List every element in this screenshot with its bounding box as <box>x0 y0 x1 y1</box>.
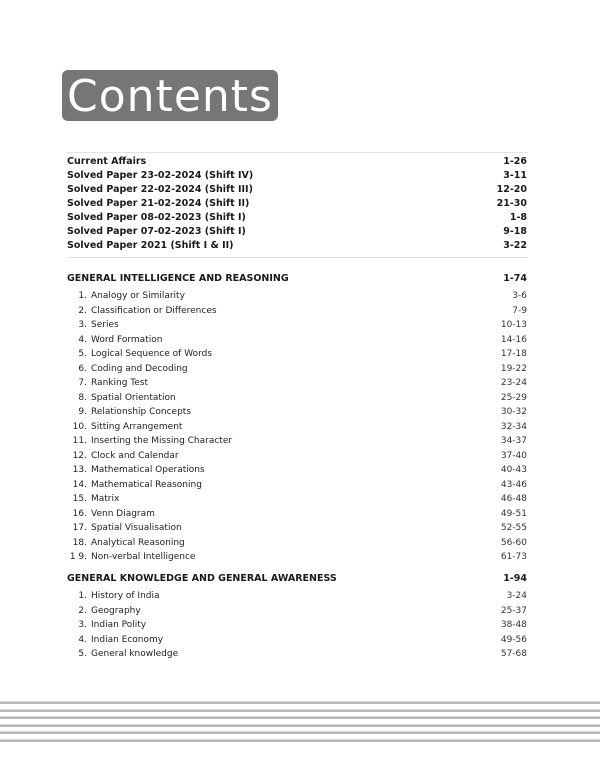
item-pages: 56-60 <box>500 537 527 548</box>
item-title: Geography <box>91 605 141 616</box>
item-number: 14. <box>72 479 87 490</box>
item-title: Spatial Visualisation <box>91 523 182 533</box>
item-pages: 3-6 <box>512 291 527 301</box>
toc-item[interactable] <box>67 589 527 604</box>
item-title: Analytical Reasoning <box>91 537 185 548</box>
stripe <box>0 724 600 727</box>
item-title: Indian Polity <box>91 620 147 630</box>
toc-item[interactable] <box>67 318 527 333</box>
item-title: Coding and Decoding <box>91 363 188 374</box>
item-number: 5. <box>78 349 87 359</box>
toc-item[interactable] <box>67 362 527 377</box>
item-title: Indian Economy <box>91 634 164 645</box>
item-title: Mathematical Operations <box>91 465 205 475</box>
entry-title: Solved Paper 08-02-2023 (Shift I) <box>67 212 246 223</box>
entry-pages: 1-8 <box>509 212 527 223</box>
item-number: 6. <box>78 363 87 374</box>
item-pages: 40-43 <box>500 465 527 475</box>
entry-pages: 1-26 <box>503 156 527 167</box>
item-pages: 32-34 <box>500 421 527 432</box>
item-title: Logical Sequence of Words <box>91 349 213 359</box>
item-pages: 25-29 <box>500 392 527 403</box>
toc-item[interactable] <box>67 420 527 435</box>
entry-pages: 21-30 <box>496 198 527 209</box>
toc-item[interactable] <box>67 550 527 565</box>
item-pages: 10-13 <box>500 320 527 330</box>
item-pages: 3-24 <box>506 591 527 601</box>
item-title: Matrix <box>91 494 120 504</box>
item-pages: 46-48 <box>500 494 527 504</box>
entry-title: Solved Paper 23-02-2024 (Shift IV) <box>67 170 254 181</box>
stripe <box>0 716 600 719</box>
item-pages: 23-24 <box>500 378 527 388</box>
entry-title: Solved Paper 21-02-2024 (Shift II) <box>67 198 250 209</box>
section-heading-reasoning[interactable] <box>67 272 527 287</box>
item-number: 8. <box>78 392 87 403</box>
item-pages: 57-68 <box>500 649 527 659</box>
entry-title: Solved Paper 2021 (Shift I & II) <box>67 240 234 251</box>
stripe <box>0 739 600 742</box>
stripe <box>0 709 600 712</box>
item-title: Sitting Arrangement <box>91 421 183 432</box>
item-number: 1 9. <box>69 552 87 562</box>
item-number: 3. <box>78 620 87 630</box>
item-title: Classification or Differences <box>91 305 217 316</box>
page-title: Contents <box>67 70 273 122</box>
entry-title: Solved Paper 07-02-2023 (Shift I) <box>67 226 246 237</box>
entry-pages: 12-20 <box>496 184 527 195</box>
section-heading-general-knowledge[interactable] <box>67 572 527 587</box>
stripe <box>0 731 600 734</box>
toc-item[interactable] <box>67 633 527 648</box>
toc-entry[interactable] <box>67 211 527 226</box>
section-title: GENERAL INTELLIGENCE AND REASONING <box>67 273 289 284</box>
footer-stripes <box>0 701 600 746</box>
toc-item[interactable] <box>67 333 527 348</box>
toc-item[interactable] <box>67 304 527 319</box>
item-number: 4. <box>78 634 87 645</box>
entry-pages: 9-18 <box>503 226 527 237</box>
entry-pages: 3-11 <box>503 170 527 181</box>
item-title: Ranking Test <box>91 378 148 388</box>
item-pages: 61-73 <box>500 552 527 562</box>
toc-item[interactable] <box>67 376 527 391</box>
item-title: Mathematical Reasoning <box>91 479 202 490</box>
item-number: 13. <box>72 465 87 475</box>
item-number: 12. <box>72 450 87 461</box>
toc-item[interactable] <box>67 536 527 551</box>
item-pages: 49-51 <box>500 508 527 519</box>
item-pages: 38-48 <box>500 620 527 630</box>
item-number: 17. <box>72 523 87 533</box>
section-pages: 1-94 <box>503 573 527 584</box>
item-title: Relationship Concepts <box>91 407 192 417</box>
item-pages: 37-40 <box>500 450 527 461</box>
item-title: Series <box>91 320 119 330</box>
item-title: Venn Diagram <box>91 508 155 519</box>
toc-item[interactable] <box>67 289 527 304</box>
item-number: 1. <box>78 291 87 301</box>
item-title: Spatial Orientation <box>91 392 176 403</box>
item-pages: 52-55 <box>500 523 527 533</box>
toc-item[interactable] <box>67 647 527 662</box>
toc-item[interactable] <box>67 347 527 362</box>
item-number: 1. <box>78 591 87 601</box>
item-pages: 25-37 <box>500 605 527 616</box>
entry-pages: 3-22 <box>503 240 527 251</box>
toc-item[interactable] <box>67 449 527 464</box>
toc-entry[interactable] <box>67 169 527 184</box>
item-title: Non-verbal Intelligence <box>91 552 196 562</box>
section-title: GENERAL KNOWLEDGE AND GENERAL AWARENESS <box>67 573 337 584</box>
item-pages: 49-56 <box>500 634 527 645</box>
divider-bottom <box>67 257 528 258</box>
toc-item[interactable] <box>67 478 527 493</box>
item-title: Word Formation <box>91 334 163 345</box>
item-number: 16. <box>72 508 87 519</box>
toc-entry[interactable] <box>67 197 527 212</box>
toc-item[interactable] <box>67 507 527 522</box>
contents-heading-box <box>62 70 278 121</box>
toc-item[interactable] <box>67 521 527 536</box>
item-number: 7. <box>78 378 87 388</box>
toc-item[interactable] <box>67 604 527 619</box>
section-pages: 1-74 <box>503 273 527 284</box>
item-number: 4. <box>78 334 87 345</box>
toc-entry[interactable] <box>67 225 527 240</box>
toc-item[interactable] <box>67 434 527 449</box>
toc-entry[interactable] <box>67 183 527 198</box>
item-number: 2. <box>78 305 87 316</box>
item-number: 5. <box>78 649 87 659</box>
item-pages: 19-22 <box>500 363 527 374</box>
entry-title: Current Affairs <box>67 156 147 167</box>
toc-entry[interactable] <box>67 239 527 254</box>
item-pages: 34-37 <box>500 436 527 446</box>
toc-item[interactable] <box>67 492 527 507</box>
entry-title: Solved Paper 22-02-2024 (Shift III) <box>67 184 253 195</box>
toc-entry[interactable] <box>67 155 527 170</box>
item-pages: 7-9 <box>512 305 527 316</box>
toc-item[interactable] <box>67 391 527 406</box>
item-pages: 14-16 <box>500 334 527 345</box>
item-number: 3. <box>78 320 87 330</box>
item-title: Clock and Calendar <box>91 450 179 461</box>
item-pages: 17-18 <box>500 349 527 359</box>
item-pages: 30-32 <box>500 407 527 417</box>
item-number: 10. <box>72 421 87 432</box>
item-number: 9. <box>78 407 87 417</box>
toc-item[interactable] <box>67 405 527 420</box>
item-number: 15. <box>72 494 87 504</box>
stripe <box>0 701 600 704</box>
toc-item[interactable] <box>67 463 527 478</box>
item-number: 2. <box>78 605 87 616</box>
toc-item[interactable] <box>67 618 527 633</box>
item-number: 18. <box>72 537 87 548</box>
item-number: 11. <box>72 436 87 446</box>
item-title: History of India <box>91 591 160 601</box>
item-title: Inserting the Missing Character <box>91 436 233 446</box>
item-title: General knowledge <box>91 649 179 659</box>
item-pages: 43-46 <box>500 479 527 490</box>
item-title: Analogy or Similarity <box>91 291 185 301</box>
divider-top <box>67 152 528 153</box>
